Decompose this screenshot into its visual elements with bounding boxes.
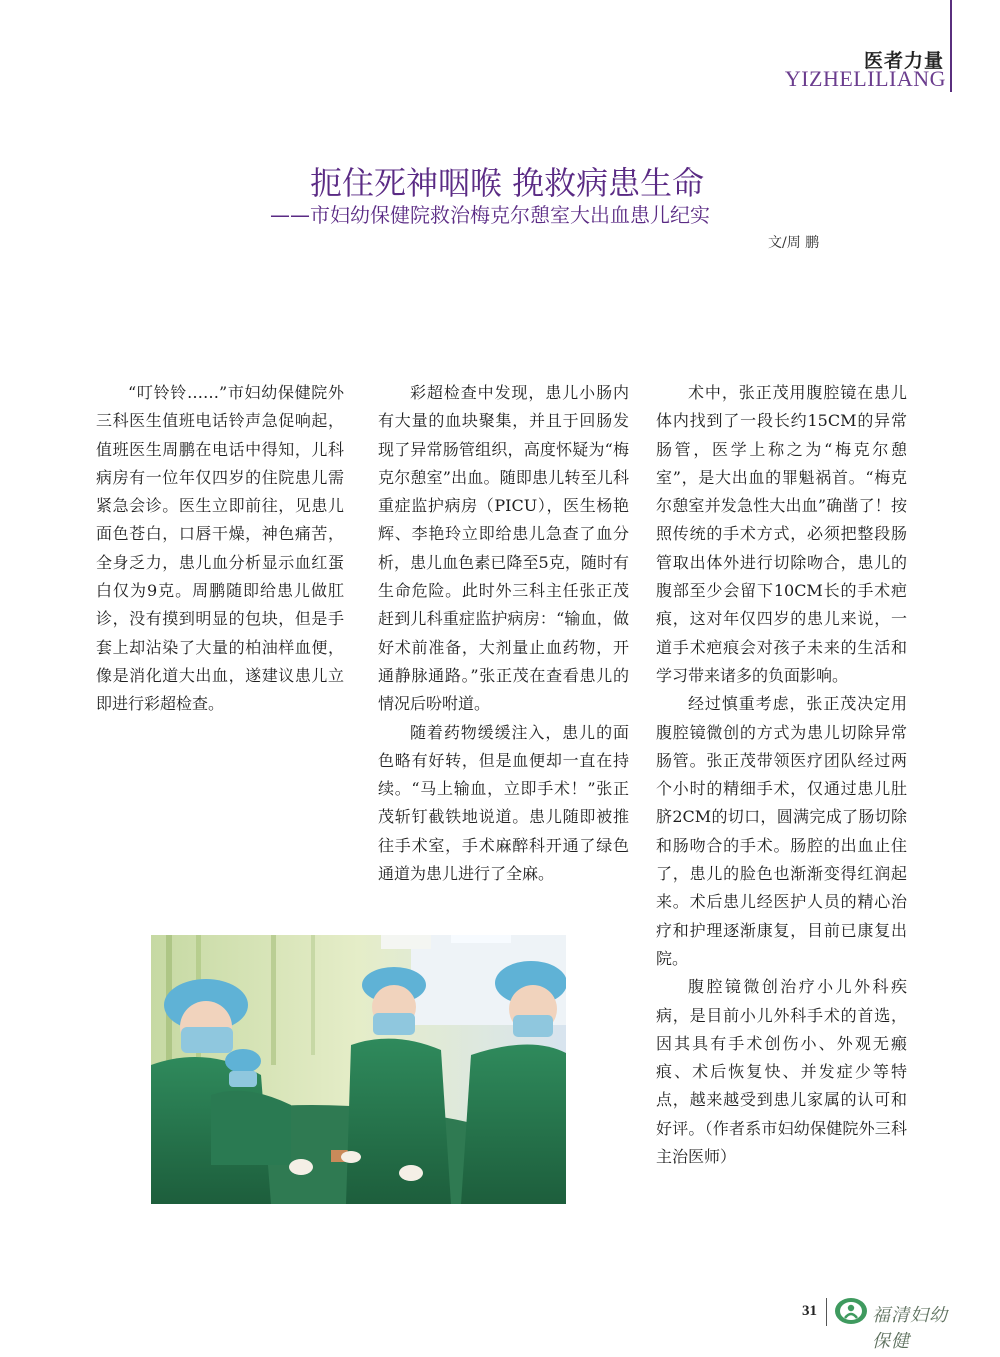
- text-column-3: [656, 379, 907, 1171]
- paragraph: 术中，张正茂用腹腔镜在患儿体内找到了一段长约15CM的异常肠管，医学上称之为“梅克尔憩室”，是大出血的罪魁祸首。“梅克尔憩室并发急性大出血”确凿了！按照传统的手术方式，必须把整段肠管取出体外进行切除吻合，患儿的腹部至少会留下10CM长的手术疤痕，这对年仅四岁的患儿来说，一道手术疤痕会对孩子未来的生活和学习带来诸多的负面影响。: [656, 383, 907, 685]
- article-title: 扼住死神咽喉 挽救病患生命: [310, 164, 705, 202]
- paragraph: 腹腔镜微创治疗小儿外科疾病，是目前小儿外科手术的首选，因其具有手术创伤小、外观无瘢痕、术后恢复快、并发症少等特点，越来越受到患儿家属的认可和好评。（作者系市妇幼保健院外三科主治医师）: [656, 977, 907, 1167]
- magazine-title: 福清妇幼保健: [872, 1305, 948, 1352]
- hospital-logo-icon: [833, 1296, 869, 1326]
- article-byline: 文/周 鹏: [768, 235, 820, 251]
- paragraph: “叮铃铃……”市妇幼保健院外三科医生值班电话铃声急促响起，值班医生周鹏在电话中得知，儿科病房有一位年仅四岁的住院患儿需紧急会诊。医生立即前往，见患儿面色苍白，口唇干燥，神色痛苦，全身乏力，患儿血分析显示血红蛋白仅为9克。周鹏随即给患儿做肛诊，没有摸到明显的包块，但是手套上却沾染了大量的柏油样血便，像是消化道大出血，遂建议患儿立即进行彩超检查。: [96, 383, 344, 714]
- page-footer: [800, 1296, 965, 1352]
- paragraph: 随着药物缓缓注入，患儿的面色略有好转，但是血便却一直在持续。“马上输血，立即手术！”张正茂斩钉截铁地说道。患儿随即被推往手术室，手术麻醉科开通了绿色通道为患儿进行了全麻。: [378, 722, 629, 884]
- surgery-photo: [151, 935, 566, 1204]
- text-column-1: [96, 379, 344, 719]
- section-title-cn: 医者力量: [863, 50, 944, 72]
- paragraph: 经过慎重考虑，张正茂决定用腹腔镜微创的方式为患儿切除异常肠管。张正茂带领医疗团队经过两个小时的精细手术，仅通过患儿肚脐2CM的切口，圆满完成了肠切除和肠吻合的手术。肠腔的出血止住了，患儿的脸色也渐渐变得红润起来。术后患儿经医护人员的精心治疗和护理逐渐康复，目前已康复出院。: [656, 694, 907, 968]
- article-subtitle: ——市妇幼保健院救治梅克尔憩室大出血患儿纪实: [270, 203, 710, 227]
- text-column-2: [378, 379, 629, 888]
- header-rule: [950, 0, 952, 92]
- paragraph: 彩超检查中发现，患儿小肠内有大量的血块聚集，并且于回肠发现了异常肠管组织，高度怀疑为“梅克尔憩室”出血。随即患儿转至儿科重症监护病房（PICU），医生杨艳辉、李艳玲立即给患儿急查了血分析，患儿血色素已降至5克，随时有生命危险。此时外三科主任张正茂赶到儿科重症监护病房：“输血，做好术前准备，大剂量止血药物，开通静脉通路。”张正茂在查看患儿的情况后吩咐道。: [378, 383, 629, 714]
- page-number: 31: [802, 1303, 817, 1319]
- footer-divider: [826, 1298, 827, 1326]
- surgery-photo-illustration: [151, 935, 566, 1204]
- section-title-en: YIZHELILIANG: [784, 66, 946, 91]
